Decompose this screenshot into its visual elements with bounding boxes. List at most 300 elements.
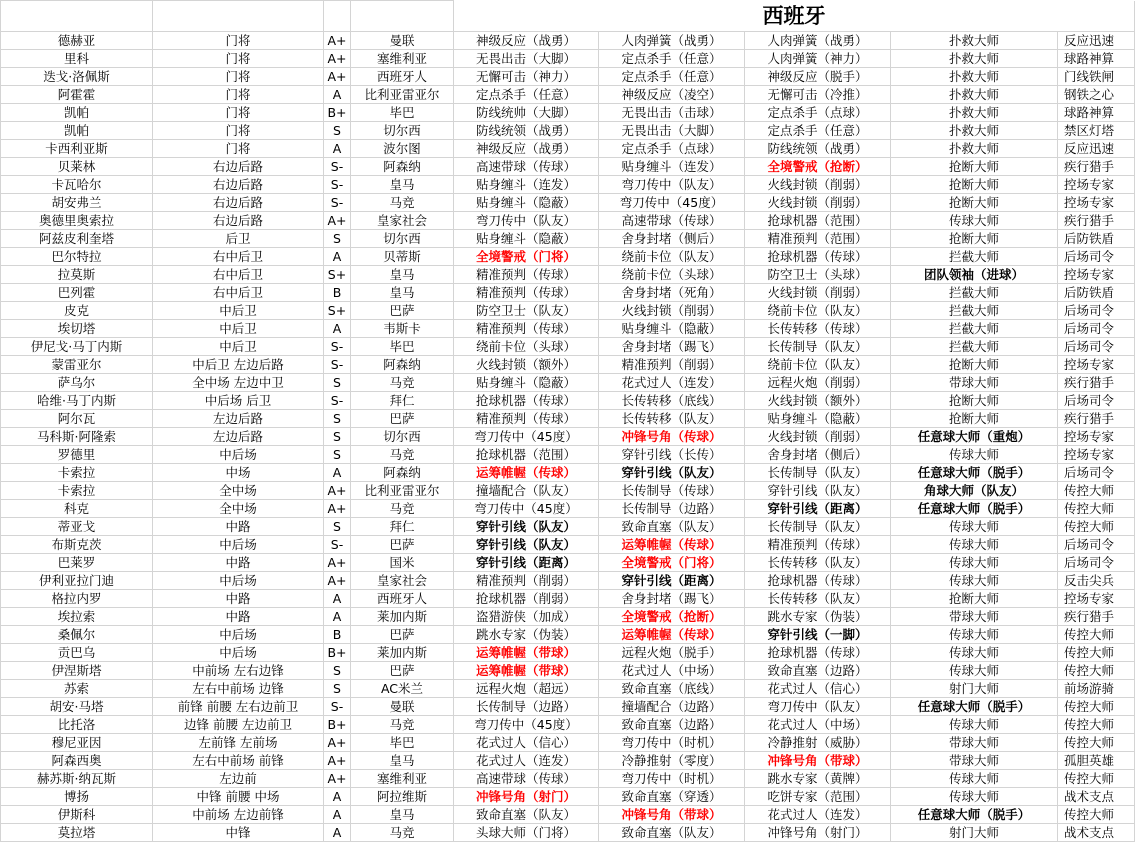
skill-cell[interactable] <box>454 662 599 680</box>
player-name-cell[interactable]: 贡巴乌 <box>1 644 153 662</box>
skill-cell[interactable]: 头球大师（门将） <box>454 824 599 842</box>
player-name-cell[interactable]: 埃拉索 <box>1 608 153 626</box>
skill-cell[interactable]: 长传制导（边路） <box>599 500 745 518</box>
grade-cell[interactable]: B+ <box>324 104 351 122</box>
skill-cell[interactable]: 弯刀传中（队友） <box>745 698 891 716</box>
skill-cell[interactable]: 远程火炮（超远） <box>454 680 599 698</box>
skill-cell[interactable]: 高速带球（传球） <box>454 158 599 176</box>
skill-cell[interactable]: 致命直塞（底线） <box>599 680 745 698</box>
skill-cell[interactable]: 传球大师 <box>891 716 1058 734</box>
skill-cell[interactable]: 带球大师 <box>891 752 1058 770</box>
skill-cell[interactable]: 球路神算 <box>1058 104 1135 122</box>
skill-cell[interactable]: 控场专家 <box>1058 446 1135 464</box>
skill-cell[interactable]: 传球大师 <box>891 572 1058 590</box>
skill-cell[interactable]: 绕前卡位（队友） <box>745 356 891 374</box>
skill-cell[interactable]: 传控大师 <box>1058 770 1135 788</box>
skill-cell[interactable]: 火线封锁（削弱） <box>745 428 891 446</box>
skill-cell[interactable] <box>454 536 599 554</box>
position-cell[interactable]: 左边后路 <box>153 410 324 428</box>
club-cell[interactable]: 马竞 <box>351 824 454 842</box>
skill-cell[interactable]: 传控大师 <box>1058 482 1135 500</box>
skill-cell[interactable] <box>454 788 599 806</box>
skill-cell[interactable]: 人肉弹簧（神力） <box>745 50 891 68</box>
skill-cell[interactable]: 带球大师 <box>891 608 1058 626</box>
skill-cell[interactable]: 禁区灯塔 <box>1058 122 1135 140</box>
club-cell[interactable]: 莱加内斯 <box>351 608 454 626</box>
player-name-cell[interactable]: 阿兹皮利奎塔 <box>1 230 153 248</box>
skill-cell[interactable]: 贴身缠斗（隐蔽） <box>454 374 599 392</box>
skill-cell[interactable]: 长传转移（队友） <box>599 410 745 428</box>
skill-cell[interactable]: 抢球机器（传球） <box>745 644 891 662</box>
player-name-cell[interactable]: 胡安弗兰 <box>1 194 153 212</box>
position-cell[interactable]: 中后场 <box>153 446 324 464</box>
skill-cell[interactable]: 精准预判（传球） <box>745 536 891 554</box>
skill-cell[interactable]: 贴身缠斗（连发） <box>454 176 599 194</box>
skill-cell[interactable]: 后防铁盾 <box>1058 230 1135 248</box>
player-name-cell[interactable]: 伊利亚拉门迪 <box>1 572 153 590</box>
position-cell[interactable]: 中后场 <box>153 572 324 590</box>
club-cell[interactable]: 国米 <box>351 554 454 572</box>
club-cell[interactable]: 贝蒂斯 <box>351 248 454 266</box>
skill-cell[interactable]: 拦截大师 <box>891 302 1058 320</box>
skill-cell[interactable] <box>745 752 891 770</box>
player-name-cell[interactable]: 莫拉塔 <box>1 824 153 842</box>
club-cell[interactable]: 西班牙人 <box>351 590 454 608</box>
player-name-cell[interactable]: 伊涅斯塔 <box>1 662 153 680</box>
grade-cell[interactable]: B+ <box>324 716 351 734</box>
club-cell[interactable]: 切尔西 <box>351 428 454 446</box>
skill-cell[interactable] <box>891 806 1058 824</box>
skill-cell[interactable] <box>454 464 599 482</box>
skill-cell[interactable]: 花式过人（连发） <box>599 374 745 392</box>
skill-cell[interactable]: 火线封锁（额外） <box>454 356 599 374</box>
skill-cell[interactable]: 反击尖兵 <box>1058 572 1135 590</box>
skill-cell[interactable]: 神级反应（战勇） <box>454 140 599 158</box>
position-cell[interactable]: 右边后路 <box>153 212 324 230</box>
skill-cell[interactable]: 传球大师 <box>891 788 1058 806</box>
player-name-cell[interactable]: 博扬 <box>1 788 153 806</box>
skill-cell[interactable]: 舍身封堵（侧后） <box>745 446 891 464</box>
grade-cell[interactable]: A <box>324 824 351 842</box>
grade-cell[interactable]: A <box>324 788 351 806</box>
skill-cell[interactable]: 定点杀手（任意） <box>745 122 891 140</box>
skill-cell[interactable]: 绕前卡位（队友） <box>745 302 891 320</box>
club-cell[interactable]: 莱加内斯 <box>351 644 454 662</box>
grade-cell[interactable]: A+ <box>324 500 351 518</box>
skill-cell[interactable]: 传控大师 <box>1058 734 1135 752</box>
club-cell[interactable]: 拜仁 <box>351 392 454 410</box>
skill-cell[interactable] <box>454 644 599 662</box>
player-name-cell[interactable]: 阿森西奥 <box>1 752 153 770</box>
club-cell[interactable]: 切尔西 <box>351 122 454 140</box>
skill-cell[interactable]: 传球大师 <box>891 626 1058 644</box>
player-name-cell[interactable]: 苏索 <box>1 680 153 698</box>
skill-cell[interactable]: 战术支点 <box>1058 788 1135 806</box>
club-cell[interactable]: 皇马 <box>351 176 454 194</box>
skill-cell[interactable]: 致命直塞（穿透） <box>599 788 745 806</box>
skill-cell[interactable]: 后场司令 <box>1058 302 1135 320</box>
skill-cell[interactable]: 定点杀手（点球） <box>745 104 891 122</box>
position-cell[interactable]: 中前场 左右边锋 <box>153 662 324 680</box>
club-cell[interactable]: 毕巴 <box>351 338 454 356</box>
skill-cell[interactable]: 传控大师 <box>1058 698 1135 716</box>
club-cell[interactable]: 毕巴 <box>351 104 454 122</box>
player-name-cell[interactable]: 皮克 <box>1 302 153 320</box>
grade-cell[interactable]: A <box>324 590 351 608</box>
skill-cell[interactable]: 疾行猎手 <box>1058 374 1135 392</box>
position-cell[interactable]: 门将 <box>153 68 324 86</box>
skill-cell[interactable]: 防空卫士（队友） <box>454 302 599 320</box>
grade-cell[interactable]: S <box>324 662 351 680</box>
skill-cell[interactable]: 弯刀传中（时机） <box>599 734 745 752</box>
skill-cell[interactable]: 长传转移（队友） <box>745 590 891 608</box>
skill-cell[interactable]: 传控大师 <box>1058 626 1135 644</box>
skill-cell[interactable]: 精准预判（传球） <box>454 266 599 284</box>
grade-cell[interactable]: S <box>324 680 351 698</box>
skill-cell[interactable]: 长传转移（队友） <box>745 554 891 572</box>
skill-cell[interactable]: 高速带球（传球） <box>599 212 745 230</box>
skill-cell[interactable]: 传球大师 <box>891 446 1058 464</box>
skill-cell[interactable] <box>745 158 891 176</box>
skill-cell[interactable]: 绕前卡位（头球） <box>454 338 599 356</box>
skill-cell[interactable]: 弯刀传中（队友） <box>599 176 745 194</box>
skill-cell[interactable]: 战术支点 <box>1058 824 1135 842</box>
player-name-cell[interactable]: 格拉内罗 <box>1 590 153 608</box>
club-cell[interactable]: 塞维利亚 <box>351 770 454 788</box>
skill-cell[interactable]: 弯刀传中（时机） <box>599 770 745 788</box>
player-name-cell[interactable]: 穆尼亚因 <box>1 734 153 752</box>
grade-cell[interactable]: S <box>324 230 351 248</box>
skill-cell[interactable]: 疾行猎手 <box>1058 212 1135 230</box>
skill-cell[interactable]: 后防铁盾 <box>1058 284 1135 302</box>
player-name-cell[interactable]: 凯帕 <box>1 104 153 122</box>
club-cell[interactable]: 皇马 <box>351 752 454 770</box>
skill-cell[interactable]: 穿针引线（队友） <box>745 482 891 500</box>
skill-cell[interactable]: 贴身缠斗（连发） <box>599 158 745 176</box>
skill-cell[interactable]: 无畏出击（击球） <box>599 104 745 122</box>
player-name-cell[interactable]: 卡索拉 <box>1 464 153 482</box>
position-cell[interactable]: 中后卫 左边后路 <box>153 356 324 374</box>
skill-cell[interactable]: 控场专家 <box>1058 266 1135 284</box>
club-cell[interactable]: 阿森纳 <box>351 158 454 176</box>
skill-cell[interactable]: 弯刀传中（队友） <box>454 212 599 230</box>
skill-cell[interactable]: 控场专家 <box>1058 428 1135 446</box>
grade-cell[interactable]: A+ <box>324 734 351 752</box>
club-cell[interactable]: 毕巴 <box>351 734 454 752</box>
skill-cell[interactable]: 无畏出击（大脚） <box>599 122 745 140</box>
skill-cell[interactable]: 定点杀手（任意） <box>599 68 745 86</box>
skill-cell[interactable]: 长传制导（队友） <box>745 464 891 482</box>
skill-cell[interactable] <box>891 500 1058 518</box>
skill-cell[interactable]: 抢球机器（传球） <box>745 572 891 590</box>
skill-cell[interactable]: 抢球机器（范围） <box>454 446 599 464</box>
skill-cell[interactable] <box>599 608 745 626</box>
skill-cell[interactable]: 传控大师 <box>1058 518 1135 536</box>
header-cell[interactable] <box>351 1 454 32</box>
player-name-cell[interactable]: 哈维·马丁内斯 <box>1 392 153 410</box>
skill-cell[interactable]: 抢球机器（范围） <box>745 212 891 230</box>
skill-cell[interactable]: 火线封锁（削弱） <box>599 302 745 320</box>
sheet-title[interactable]: 西班牙 <box>454 1 1135 32</box>
skill-cell[interactable] <box>454 518 599 536</box>
position-cell[interactable]: 中路 <box>153 518 324 536</box>
skill-cell[interactable]: 扑救大师 <box>891 140 1058 158</box>
club-cell[interactable]: 西班牙人 <box>351 68 454 86</box>
club-cell[interactable]: 比利亚雷亚尔 <box>351 86 454 104</box>
position-cell[interactable]: 门将 <box>153 104 324 122</box>
skill-cell[interactable]: 抢断大师 <box>891 158 1058 176</box>
skill-cell[interactable]: 防线统领（战勇） <box>454 122 599 140</box>
player-name-cell[interactable]: 巴列霍 <box>1 284 153 302</box>
skill-cell[interactable]: 传控大师 <box>1058 500 1135 518</box>
skill-cell[interactable]: 扑救大师 <box>891 122 1058 140</box>
player-name-cell[interactable]: 马科斯·阿隆索 <box>1 428 153 446</box>
skill-cell[interactable]: 花式过人（中场） <box>745 716 891 734</box>
skill-cell[interactable]: 传球大师 <box>891 518 1058 536</box>
club-cell[interactable]: 巴萨 <box>351 302 454 320</box>
grade-cell[interactable]: A+ <box>324 50 351 68</box>
skill-cell[interactable]: 冷静推射（威胁） <box>745 734 891 752</box>
skill-cell[interactable]: 抢断大师 <box>891 230 1058 248</box>
skill-cell[interactable]: 后场司令 <box>1058 248 1135 266</box>
skill-cell[interactable]: 防线统领（战勇） <box>745 140 891 158</box>
position-cell[interactable]: 中路 <box>153 554 324 572</box>
skill-cell[interactable]: 扑救大师 <box>891 32 1058 50</box>
skill-cell[interactable]: 跳水专家（伪装） <box>745 608 891 626</box>
player-name-cell[interactable]: 比托洛 <box>1 716 153 734</box>
skill-cell[interactable]: 长传转移（传球） <box>745 320 891 338</box>
skill-cell[interactable]: 弯刀传中（45度） <box>454 500 599 518</box>
header-cell[interactable] <box>324 1 351 32</box>
skill-cell[interactable]: 后场司令 <box>1058 536 1135 554</box>
skill-cell[interactable]: 贴身缠斗（隐蔽） <box>454 230 599 248</box>
club-cell[interactable]: 阿拉维斯 <box>351 788 454 806</box>
skill-cell[interactable] <box>599 572 745 590</box>
grade-cell[interactable]: S+ <box>324 302 351 320</box>
skill-cell[interactable]: 精准预判（传球） <box>454 284 599 302</box>
grade-cell[interactable]: S <box>324 518 351 536</box>
skill-cell[interactable] <box>454 248 599 266</box>
position-cell[interactable]: 中后场 <box>153 626 324 644</box>
skill-cell[interactable]: 带球大师 <box>891 374 1058 392</box>
position-cell[interactable]: 左前锋 左前场 <box>153 734 324 752</box>
player-name-cell[interactable]: 胡安·马塔 <box>1 698 153 716</box>
club-cell[interactable]: 切尔西 <box>351 230 454 248</box>
position-cell[interactable]: 全中场 <box>153 482 324 500</box>
skill-cell[interactable]: 弯刀传中（45度） <box>599 194 745 212</box>
grade-cell[interactable]: A+ <box>324 752 351 770</box>
club-cell[interactable]: 曼联 <box>351 698 454 716</box>
skill-cell[interactable]: 舍身封堵（死角） <box>599 284 745 302</box>
skill-cell[interactable]: 门线铁闸 <box>1058 68 1135 86</box>
skill-cell[interactable]: 撞墙配合（队友） <box>454 482 599 500</box>
position-cell[interactable]: 右中后卫 <box>153 248 324 266</box>
skill-cell[interactable]: 无懈可击（冷推） <box>745 86 891 104</box>
skill-cell[interactable]: 舍身封堵（踢飞） <box>599 590 745 608</box>
grade-cell[interactable]: S- <box>324 158 351 176</box>
grade-cell[interactable]: S <box>324 410 351 428</box>
player-name-cell[interactable]: 伊斯科 <box>1 806 153 824</box>
skill-cell[interactable]: 射门大师 <box>891 824 1058 842</box>
grade-cell[interactable]: S <box>324 374 351 392</box>
skill-cell[interactable]: 后场司令 <box>1058 392 1135 410</box>
player-name-cell[interactable]: 埃切塔 <box>1 320 153 338</box>
grade-cell[interactable]: S- <box>324 536 351 554</box>
player-name-cell[interactable]: 罗德里 <box>1 446 153 464</box>
skill-cell[interactable]: 致命直塞（队友） <box>599 518 745 536</box>
grade-cell[interactable]: A+ <box>324 572 351 590</box>
skill-cell[interactable]: 拦截大师 <box>891 284 1058 302</box>
club-cell[interactable]: 巴萨 <box>351 662 454 680</box>
skill-cell[interactable]: 跳水专家（伪装） <box>454 626 599 644</box>
player-name-cell[interactable]: 蒙雷亚尔 <box>1 356 153 374</box>
skill-cell[interactable]: 控场专家 <box>1058 590 1135 608</box>
header-cell[interactable] <box>1 1 153 32</box>
grade-cell[interactable]: S- <box>324 194 351 212</box>
position-cell[interactable]: 中后场 <box>153 536 324 554</box>
position-cell[interactable]: 门将 <box>153 122 324 140</box>
skill-cell[interactable]: 神级反应（战勇） <box>454 32 599 50</box>
skill-cell[interactable]: 火线封锁（削弱） <box>745 194 891 212</box>
position-cell[interactable]: 中后场 后卫 <box>153 392 324 410</box>
grade-cell[interactable]: A+ <box>324 212 351 230</box>
player-name-cell[interactable]: 卡西利亚斯 <box>1 140 153 158</box>
player-name-cell[interactable]: 奥德里奥索拉 <box>1 212 153 230</box>
position-cell[interactable]: 全中场 左边中卫 <box>153 374 324 392</box>
grade-cell[interactable]: S <box>324 428 351 446</box>
skill-cell[interactable]: 传球大师 <box>891 212 1058 230</box>
grade-cell[interactable]: A+ <box>324 68 351 86</box>
skill-cell[interactable]: 传球大师 <box>891 536 1058 554</box>
skill-cell[interactable]: 传球大师 <box>891 662 1058 680</box>
skill-cell[interactable]: 撞墙配合（边路） <box>599 698 745 716</box>
grade-cell[interactable]: A+ <box>324 32 351 50</box>
skill-cell[interactable]: 神级反应（脱手） <box>745 68 891 86</box>
skill-cell[interactable]: 定点杀手（点球） <box>599 140 745 158</box>
position-cell[interactable]: 门将 <box>153 50 324 68</box>
grade-cell[interactable]: A <box>324 86 351 104</box>
skill-cell[interactable]: 传球大师 <box>891 554 1058 572</box>
skill-cell[interactable]: 抢断大师 <box>891 176 1058 194</box>
club-cell[interactable]: 皇家社会 <box>351 212 454 230</box>
position-cell[interactable]: 中锋 <box>153 824 324 842</box>
skill-cell[interactable]: 抢球机器（传球） <box>745 248 891 266</box>
skill-cell[interactable]: 抢球机器（削弱） <box>454 590 599 608</box>
skill-cell[interactable]: 拦截大师 <box>891 338 1058 356</box>
club-cell[interactable]: 皇家社会 <box>351 572 454 590</box>
grade-cell[interactable]: S- <box>324 176 351 194</box>
club-cell[interactable]: 拜仁 <box>351 518 454 536</box>
skill-cell[interactable] <box>599 536 745 554</box>
player-name-cell[interactable]: 科克 <box>1 500 153 518</box>
skill-cell[interactable] <box>891 266 1058 284</box>
club-cell[interactable]: 韦斯卡 <box>351 320 454 338</box>
club-cell[interactable]: 马竞 <box>351 374 454 392</box>
position-cell[interactable]: 中后卫 <box>153 320 324 338</box>
position-cell[interactable]: 左右中前场 边锋 <box>153 680 324 698</box>
position-cell[interactable]: 左边前 <box>153 770 324 788</box>
skill-cell[interactable]: 防线统帅（大脚） <box>454 104 599 122</box>
club-cell[interactable]: 塞维利亚 <box>351 50 454 68</box>
skill-cell[interactable] <box>599 464 745 482</box>
player-name-cell[interactable]: 布斯克茨 <box>1 536 153 554</box>
position-cell[interactable]: 中后卫 <box>153 302 324 320</box>
skill-cell[interactable]: 致命直塞（队友） <box>454 806 599 824</box>
skill-cell[interactable]: 疾行猎手 <box>1058 608 1135 626</box>
skill-cell[interactable]: 长传转移（底线） <box>599 392 745 410</box>
skill-cell[interactable]: 花式过人（信心） <box>745 680 891 698</box>
skill-cell[interactable]: 带球大师 <box>891 734 1058 752</box>
club-cell[interactable]: 阿森纳 <box>351 464 454 482</box>
club-cell[interactable]: 巴萨 <box>351 536 454 554</box>
grade-cell[interactable]: B+ <box>324 644 351 662</box>
grade-cell[interactable]: S+ <box>324 266 351 284</box>
position-cell[interactable]: 中锋 前腰 中场 <box>153 788 324 806</box>
skill-cell[interactable]: 精准预判（传球） <box>454 320 599 338</box>
grade-cell[interactable]: S- <box>324 356 351 374</box>
player-name-cell[interactable]: 伊尼戈·马丁内斯 <box>1 338 153 356</box>
position-cell[interactable]: 中后场 <box>153 644 324 662</box>
skill-cell[interactable]: 钢铁之心 <box>1058 86 1135 104</box>
skill-cell[interactable]: 远程火炮（削弱） <box>745 374 891 392</box>
skill-cell[interactable]: 抢断大师 <box>891 410 1058 428</box>
skill-cell[interactable]: 球路神算 <box>1058 50 1135 68</box>
skill-cell[interactable]: 弯刀传中（45度） <box>454 716 599 734</box>
skill-cell[interactable]: 远程火炮（脱手） <box>599 644 745 662</box>
club-cell[interactable]: 皇马 <box>351 284 454 302</box>
position-cell[interactable]: 门将 <box>153 140 324 158</box>
skill-cell[interactable] <box>599 428 745 446</box>
skill-cell[interactable]: 拦截大师 <box>891 320 1058 338</box>
skill-cell[interactable]: 长传制导（队友） <box>745 338 891 356</box>
skill-cell[interactable]: 扑救大师 <box>891 86 1058 104</box>
club-cell[interactable]: 波尔图 <box>351 140 454 158</box>
club-cell[interactable]: 马竞 <box>351 716 454 734</box>
grade-cell[interactable]: A <box>324 608 351 626</box>
skill-cell[interactable]: 冷静推射（零度） <box>599 752 745 770</box>
skill-cell[interactable]: 花式过人（连发） <box>745 806 891 824</box>
grade-cell[interactable]: A <box>324 320 351 338</box>
skill-cell[interactable]: 定点杀手（任意） <box>454 86 599 104</box>
skill-cell[interactable]: 火线封锁（削弱） <box>745 176 891 194</box>
skill-cell[interactable] <box>454 554 599 572</box>
skill-cell[interactable]: 传球大师 <box>891 644 1058 662</box>
position-cell[interactable]: 后卫 <box>153 230 324 248</box>
club-cell[interactable]: 阿森纳 <box>351 356 454 374</box>
skill-cell[interactable]: 致命直塞（边路） <box>599 716 745 734</box>
skill-cell[interactable]: 花式过人（中场） <box>599 662 745 680</box>
player-name-cell[interactable]: 阿霍霍 <box>1 86 153 104</box>
club-cell[interactable]: 马竞 <box>351 194 454 212</box>
skill-cell[interactable] <box>599 806 745 824</box>
position-cell[interactable]: 门将 <box>153 32 324 50</box>
skill-cell[interactable] <box>891 482 1058 500</box>
grade-cell[interactable]: A+ <box>324 482 351 500</box>
player-name-cell[interactable]: 卡索拉 <box>1 482 153 500</box>
skill-cell[interactable] <box>891 464 1058 482</box>
player-name-cell[interactable]: 德赫亚 <box>1 32 153 50</box>
skill-cell[interactable]: 盗猎游侠（加成） <box>454 608 599 626</box>
club-cell[interactable]: AC米兰 <box>351 680 454 698</box>
skill-cell[interactable]: 长传制导（边路） <box>454 698 599 716</box>
skill-cell[interactable]: 抢球机器（传球） <box>454 392 599 410</box>
grade-cell[interactable]: A <box>324 806 351 824</box>
skill-cell[interactable]: 精准预判（传球） <box>454 410 599 428</box>
skill-cell[interactable]: 后场司令 <box>1058 338 1135 356</box>
skill-cell[interactable]: 传控大师 <box>1058 716 1135 734</box>
position-cell[interactable]: 边锋 前腰 左边前卫 <box>153 716 324 734</box>
skill-cell[interactable]: 扑救大师 <box>891 104 1058 122</box>
